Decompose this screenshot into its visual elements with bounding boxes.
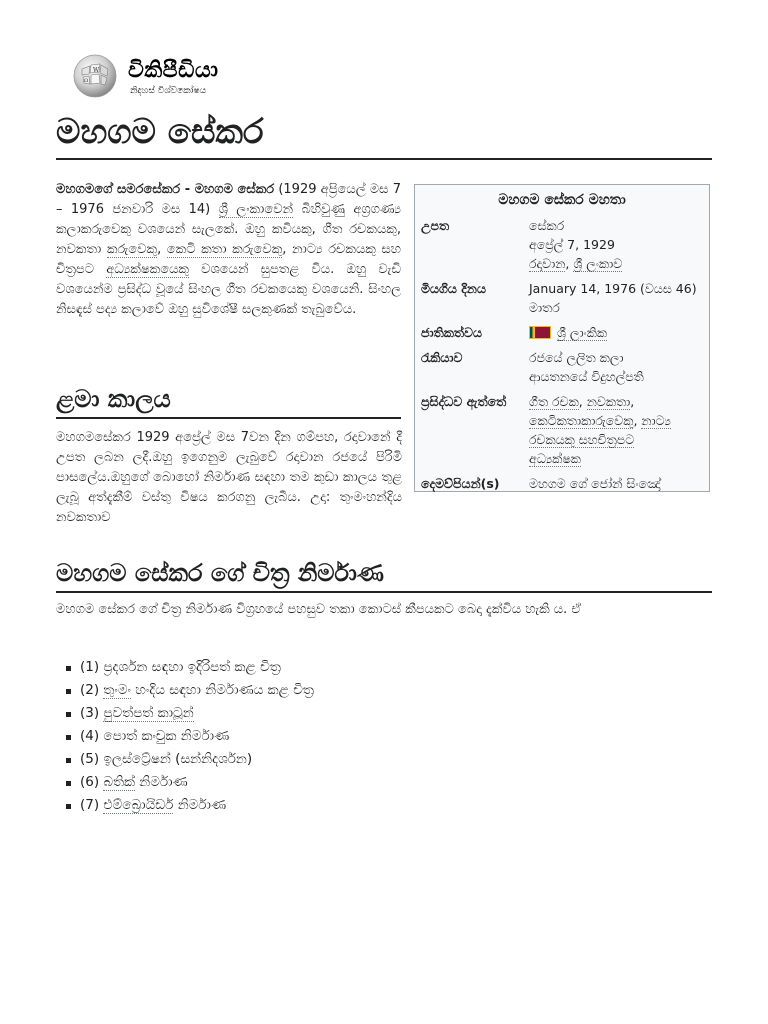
list-item	[60, 679, 314, 702]
infobox-label: ප්‍රසිද්ධව ඇත්තේ	[421, 394, 507, 409]
list-item	[60, 702, 314, 725]
lead-paragraph	[56, 180, 401, 320]
lead-text: ,	[157, 242, 167, 257]
infobox-label: රැකියාව	[421, 350, 463, 365]
infobox-value	[529, 392, 703, 468]
lead-text: බිහිවුණු අග්‍රගණ්‍ය කලාකරුවෙකු වශයෙන් සැලකේ. ඔහු කවියකු, ගීත රචකයකු, නවකතා	[56, 202, 401, 257]
lead-text: වශයෙන් සුපතළ විය. ඔහු වැඩි වශයෙන්ම ප්‍රසිද්ධ වූයේ සිංහල ගීත රචකයෙකු වශයෙනි. සිංහල නිසඳැස් පද්‍ය කලාවේ ඔහු සුවිශේෂී සලකුණක් තැබුවේය.	[56, 262, 402, 317]
section-heading-works: මහගම සේකර ගේ චිත්‍ර නිර්මාණ	[56, 558, 712, 593]
infobox-title: මහගම සේකර මහතා	[498, 192, 626, 208]
item-number: (7)	[80, 797, 100, 813]
item-text: හංදිය සඳහා නිර්මාණය කළ චිත්‍ර	[135, 682, 314, 698]
infobox-label: උපත	[421, 218, 450, 233]
known-for-link[interactable]: ගීත රචක	[529, 394, 579, 409]
item-text: නිර්මාණ	[177, 797, 227, 813]
works-intro-paragraph: මහගම සේකර ගේ චිත්‍ර නිර්මාණ විග්‍රහයේ පහසුව තකා කොටස් කීපයකට බෙදා දැක්විය හැකි ය. ඒ	[56, 602, 582, 617]
works-list	[60, 656, 314, 817]
item-number: (5)	[80, 751, 100, 767]
separator: ,	[633, 413, 642, 428]
known-for-link[interactable]: කෙටිකතාකාරුවෙකු	[529, 413, 634, 428]
item-link[interactable]: පුවත්පත් කාටූන්	[103, 705, 194, 721]
birth-date: අප්‍රේල් 7, 1929	[529, 237, 615, 252]
item-number: (1)	[80, 659, 100, 675]
item-link[interactable]: එම්බ්‍රොයිඩර්	[103, 797, 174, 813]
item-number: (4)	[80, 728, 100, 744]
birth-place	[529, 254, 703, 273]
birth-place-link[interactable]: රදාවාන	[529, 256, 566, 271]
infobox-row-birth	[421, 216, 703, 273]
lead-link-sri-lanka[interactable]: ශ්‍රී ලංකාවෙන්	[218, 202, 294, 217]
item-number: (2)	[80, 682, 100, 698]
list-item	[60, 794, 314, 817]
lead-link-director[interactable]: අධ්‍යක්ෂකයෙකු	[106, 262, 189, 277]
lead-text: , නාට්‍ය රචකයකු සහ චිත්‍රපට	[56, 242, 401, 277]
infobox-row-death	[421, 279, 703, 317]
lead-link-novelist[interactable]: කරුවෙකු	[106, 242, 158, 257]
separator: ,	[578, 394, 587, 409]
occupation-line: ආයතනයේ විදුහල්පති	[529, 369, 644, 384]
list-item	[60, 771, 314, 794]
lead-link-short-story[interactable]: කෙටි කතා කරුවෙකු	[166, 242, 283, 257]
infobox-row-occupation	[421, 348, 703, 386]
separator: ,	[630, 394, 635, 409]
infobox-label: දෙමව්පියන්(s)	[421, 476, 500, 491]
separator: ,	[565, 256, 574, 271]
item-number: (3)	[80, 705, 100, 721]
item-link[interactable]: බතික්	[103, 774, 135, 790]
bullet-icon	[66, 666, 71, 671]
infobox-row-nationality	[421, 323, 703, 342]
bullet-icon	[66, 804, 71, 809]
death-place: මාතර	[529, 300, 560, 315]
infobox-value	[529, 348, 703, 386]
infobox-value	[529, 279, 703, 317]
sri-lanka-flag-icon	[529, 326, 551, 339]
early-life-paragraph: මහගමසේකර 1929 අප්‍රේල් මස 7වන දින ගම්පහ, රදාවානේ දී උපත ලබන ලදී.ඔහු ඉගෙනුම ලැබුවේ රදාවාන රජයේ පිරිමි පාසලේය.ඔහුගේ බොහෝ නිර්මාණ සඳහා තම කුඩා කාලය තුළ ලැබූ අත්දැකීම් වස්තු විෂය කරගනු ලැබීය. උදා: තුංමංහන්දිය නවකතාව	[56, 430, 402, 525]
item-text: ඉලස්ට්‍රේෂන් (සන්නිදර්ශන)	[103, 751, 253, 767]
nationality-link[interactable]: ශ්‍රී ලාංකික	[557, 325, 608, 340]
known-for-link[interactable]: නාට්‍ය	[641, 413, 671, 428]
svg-text:Ω: Ω	[84, 78, 89, 84]
occupation-line: රජයේ ලලිත කලා	[529, 350, 624, 365]
known-for-link[interactable]: රචකයකු සහචිත්‍රපට	[529, 432, 635, 447]
item-text: නිර්මාණ	[139, 774, 188, 790]
infobox-row-parents	[421, 474, 703, 493]
bullet-icon	[66, 712, 71, 717]
bullet-icon	[66, 689, 71, 694]
infobox-label: මියගිය දිනය	[421, 281, 486, 296]
infobox	[414, 184, 710, 492]
item-text: ප්‍රදර්ශන සඳහා ඉදිරිපත් කළ චිත්‍ර	[103, 659, 281, 675]
infobox-value: මහගම ගේ ජෝන් සිංඤෝ	[529, 476, 661, 491]
known-for-link[interactable]: අධ්‍යක්ෂක	[529, 451, 581, 466]
site-wordmark[interactable]: විකිපීඩියා	[128, 58, 219, 83]
list-item	[60, 656, 314, 679]
infobox-label: ජාතිකත්වය	[421, 325, 483, 340]
lead-text: (1929 අප්‍රියෙල් මස 7 – 1976 ජනවාරි මස 14)	[56, 182, 401, 217]
svg-text:W: W	[93, 67, 100, 74]
list-item	[60, 725, 314, 748]
lead-bold-name: මහගමගේ සමරසේකර - මහගම සේකර	[56, 182, 275, 197]
infobox-value	[529, 216, 703, 273]
wikipedia-globe-icon[interactable]	[72, 53, 118, 99]
item-text: පොත් කංචුක නිර්මාණ	[103, 728, 230, 744]
death-date: January 14, 1976 (වයස 46)	[529, 281, 697, 296]
birth-name: සේකර	[529, 218, 565, 233]
list-item	[60, 748, 314, 771]
known-for-link[interactable]: නවකතා	[586, 394, 631, 409]
infobox-row-known-for	[421, 392, 703, 468]
section-heading-early-life: ළමා කාලය	[56, 384, 401, 419]
site-header	[72, 50, 372, 100]
item-number: (6)	[80, 774, 100, 790]
page-title: මහගම සේකර	[56, 112, 712, 160]
bullet-icon	[66, 735, 71, 740]
item-link[interactable]: තුංමං	[103, 682, 131, 698]
site-tagline: නිදහස් විශ්වකෝෂය	[130, 86, 207, 96]
bullet-icon	[66, 758, 71, 763]
bullet-icon	[66, 781, 71, 786]
birth-country-link[interactable]: ශ්‍රී ලංකාව	[573, 256, 623, 271]
infobox-value	[529, 323, 703, 342]
